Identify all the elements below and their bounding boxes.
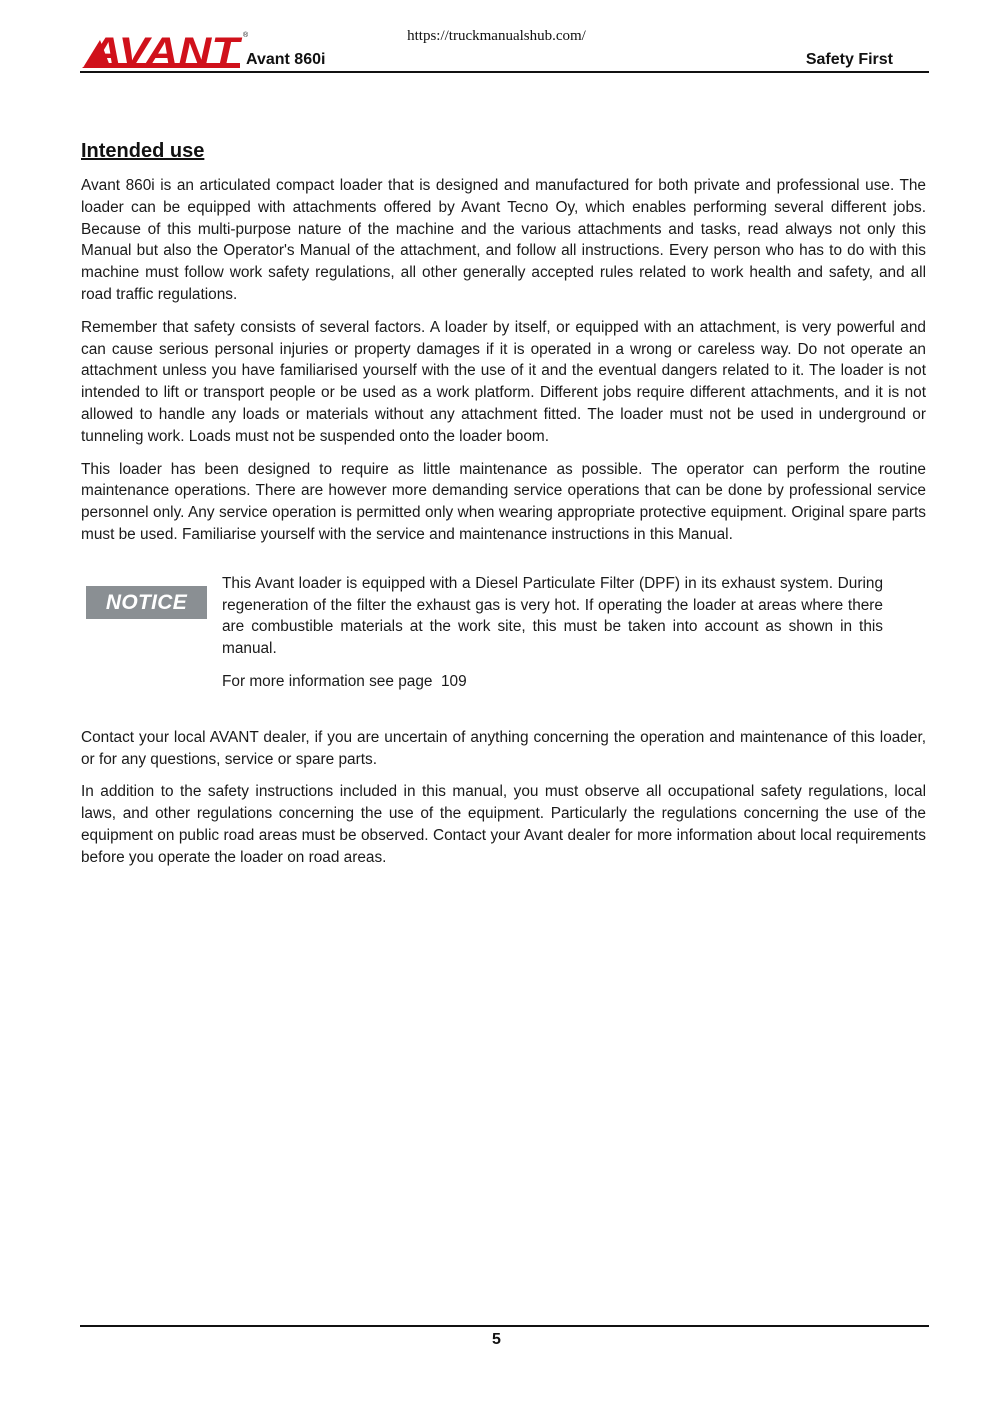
footer-divider: [80, 1325, 929, 1327]
paragraph-regulations: In addition to the safety instructions included in this manual, you must observe all occupational safety regulations, local laws, and other regulations concerning the use of the equipment. Particularly the regulations concerning the use of the equipment on public road areas must be observed. Contact your Avant dealer for more information about local requirements before you operate the loader on road areas.: [81, 783, 926, 866]
paragraph-maintenance: This loader has been designed to require as little maintenance as possible. The operator can perform the routine maintenance operations. There are however more demanding service operations that can be done by professional service personnel only. Any service operation is permitted only when wearing appropriate protective equipment. Original spare parts must be used. Familiarise yourself with the service and maintenance instructions in this Manual.: [81, 460, 926, 543]
paragraph-contact-dealer: Contact your local AVANT dealer, if you are uncertain of anything concerning the operation and maintenance of this loader, or for any questions, service or spare parts.: [81, 728, 926, 768]
notice-more-info: For more information see page 109: [222, 672, 467, 690]
svg-text:®: ®: [243, 32, 248, 39]
paragraph-safety-factors: Remember that safety consists of several factors. A loader by itself, or equipped with an attachment, is very powerful and can cause serious personal injuries or property damages if it is operated in a wrong or careless way. Do not operate an attachment unless you have familiarised yourself with the use of it and the eventual dangers related to it. The loader is not intended to lift or transport people or be used as a work platform. Different jobs require different attachments, and it is not allowed to handle any loads or materials without any attachment fitted. The loader must not be used in underground or tunneling work. Loads must not be suspended onto the loader boom.: [81, 318, 926, 445]
page-number: 5: [492, 1331, 501, 1348]
page-content: [81, 140, 926, 880]
notice-text: This Avant loader is equipped with a Diesel Particulate Filter (DPF) in its exhaust system. During regeneration of the filter the exhaust gas is very hot. If operating the loader at areas where there are combustible materials at the work site, this must be taken into account as shown in this manual.: [222, 574, 883, 658]
paragraph-intended-use: Avant 860i is an articulated compact loader that is designed and manufactured for both private and professional use. The loader can be equipped with attachments offered by Avant Tecno Oy, which enables performing several different jobs. Because of this multi-purpose nature of the machine and the various attachments and tasks, read always not only this Manual but also the Operator's Manual of the attachment, and follow all instructions. Every person who has to do with this machine must follow work safety regulations, all other generally accepted rules related to work health and safety, and all road traffic regulations.: [81, 177, 926, 303]
header-model: Avant 860i: [246, 51, 326, 68]
header-divider: [80, 71, 929, 73]
notice-badge: NOTICE: [86, 586, 207, 619]
notice-body: [222, 573, 883, 693]
header-section-title: Safety First: [805, 51, 893, 68]
notice-block: [81, 573, 926, 693]
section-heading: Intended use: [81, 140, 205, 162]
avant-logo: [80, 28, 248, 70]
avant-logo-text: AVANT: [87, 30, 244, 70]
source-url: https://truckmanualshub.com/: [407, 28, 586, 44]
